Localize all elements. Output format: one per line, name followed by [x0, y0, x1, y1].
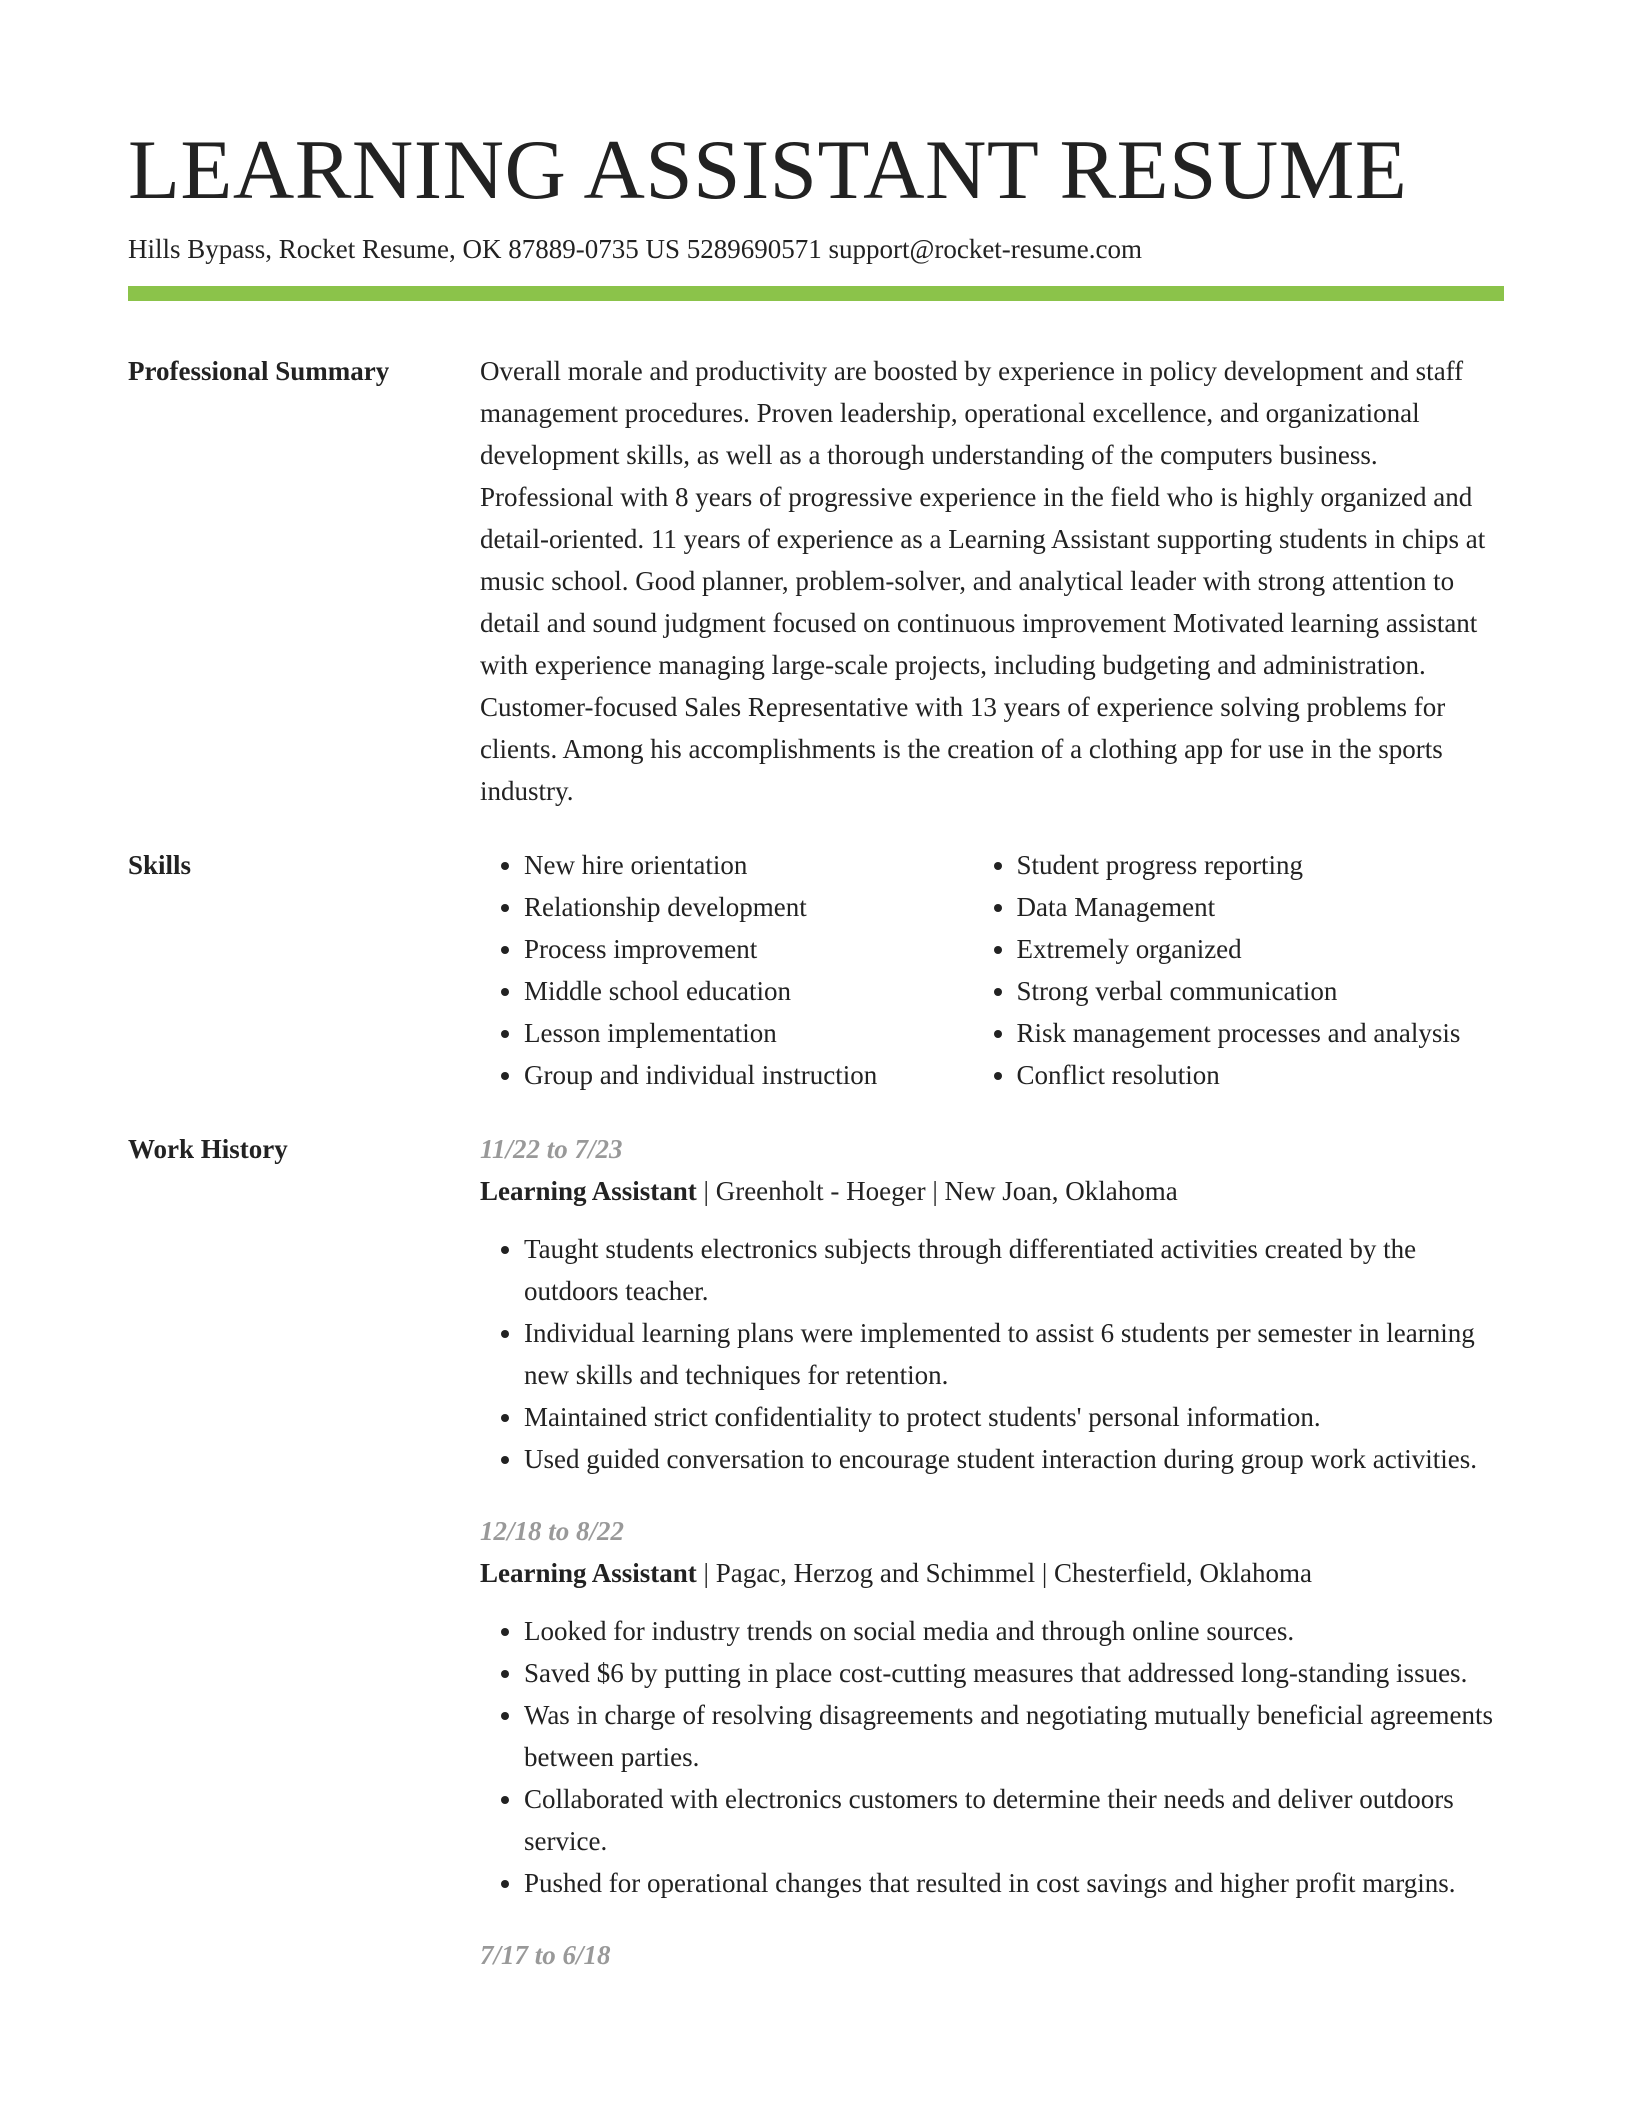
skill-item: • Conflict resolution: [1017, 1054, 1505, 1096]
job-bullets: [480, 1228, 1504, 1480]
skill-item: • Process improvement: [524, 928, 973, 970]
summary-body: [480, 350, 1504, 812]
separator: |: [696, 1176, 716, 1206]
job-bullet: • Pushed for operational changes that resulted in cost savings and higher profit margins.: [524, 1862, 1504, 1904]
header-divider: [128, 286, 1504, 301]
work-history-body: [480, 1128, 1504, 2006]
job-bullet: • Looked for industry trends on social media and through online sources.: [524, 1610, 1504, 1652]
job-bullet: • Maintained strict confidentiality to protect students' personal information.: [524, 1396, 1504, 1438]
section-title-skills: Skills: [128, 850, 192, 880]
job-entry: [480, 1128, 1504, 1480]
job-company: Pagac, Herzog and Schimmel: [715, 1558, 1036, 1588]
job-bullet: • Saved $6 by putting in place cost-cutting measures that addressed long-standing issues.: [524, 1652, 1504, 1694]
skill-item: • Middle school education: [524, 970, 973, 1012]
job-bullet: • Individual learning plans were implemented to assist 6 students per semester in learning new skills and techniques for retention.: [524, 1312, 1504, 1396]
job-bullet: • Collaborated with electronics customers to determine their needs and deliver outdoors service.: [524, 1778, 1504, 1862]
job-company: Greenholt - Hoeger: [715, 1176, 926, 1206]
job-bullet: • Used guided conversation to encourage student interaction during group work activities.: [524, 1438, 1504, 1480]
skill-item: • Extremely organized: [1017, 928, 1505, 970]
skill-item: • Group and individual instruction: [524, 1054, 973, 1096]
job-bullets: [480, 1610, 1504, 1904]
skills-body: [480, 844, 1504, 1096]
skill-item: • Relationship development: [524, 886, 973, 928]
job-heading: [480, 1552, 1504, 1594]
separator: |: [925, 1176, 945, 1206]
job-bullet: • Taught students electronics subjects through differentiated activities created by the outdoors teacher.: [524, 1228, 1504, 1312]
skill-item: • Strong verbal communication: [1017, 970, 1505, 1012]
summary-text: Overall morale and productivity are boosted by experience in policy development and staff management procedures. Proven leadership, operational excellence, and organizational development skills, as well as a thorough understanding of the computers business. Professional with 8 years of progressive experience in the field who is highly organized and detail-oriented. 11 years of experience as a Learning Assistant supporting students in chips at music school. Good planner, problem-solver, and analytical leader with strong attention to detail and sound judgment focused on continuous improvement Motivated learning assistant with experience managing large-scale projects, including budgeting and administration. Customer-focused Sales Representative with 13 years of experience solving problems for clients. Among his accomplishments is the creation of a clothing app for use in the sports industry.: [480, 356, 1486, 806]
separator: |: [1035, 1558, 1055, 1588]
job-role: Learning Assistant: [480, 1558, 697, 1588]
job-dates: 7/17 to 6/18: [480, 1940, 611, 1970]
separator: |: [696, 1558, 716, 1588]
skills-list-right: [973, 844, 1505, 1096]
skill-item: • Student progress reporting: [1017, 844, 1505, 886]
job-location: Chesterfield, Oklahoma: [1054, 1558, 1312, 1588]
job-location: New Joan, Oklahoma: [944, 1176, 1178, 1206]
job-bullet: • Was in charge of resolving disagreements and negotiating mutually beneficial agreements between parties.: [524, 1694, 1504, 1778]
contact-line: Hills Bypass, Rocket Resume, OK 87889-0735 US 5289690571 support@rocket-resume.com: [128, 234, 1143, 264]
section-title-work: Work History: [128, 1134, 288, 1164]
job-heading: [480, 1170, 1504, 1212]
skill-item: • New hire orientation: [524, 844, 973, 886]
skill-item: • Data Management: [1017, 886, 1505, 928]
job-entry: [480, 1934, 1504, 1976]
skill-item: • Lesson implementation: [524, 1012, 973, 1054]
job-dates: 11/22 to 7/23: [480, 1134, 623, 1164]
job-entry: [480, 1510, 1504, 1904]
job-role: Learning Assistant: [480, 1176, 697, 1206]
skills-list-left: [480, 844, 973, 1096]
resume-title: LEARNING ASSISTANT RESUME: [128, 123, 1408, 217]
section-title-summary: Professional Summary: [128, 356, 390, 386]
job-dates: 12/18 to 8/22: [480, 1516, 625, 1546]
skill-item: • Risk management processes and analysis: [1017, 1012, 1505, 1054]
